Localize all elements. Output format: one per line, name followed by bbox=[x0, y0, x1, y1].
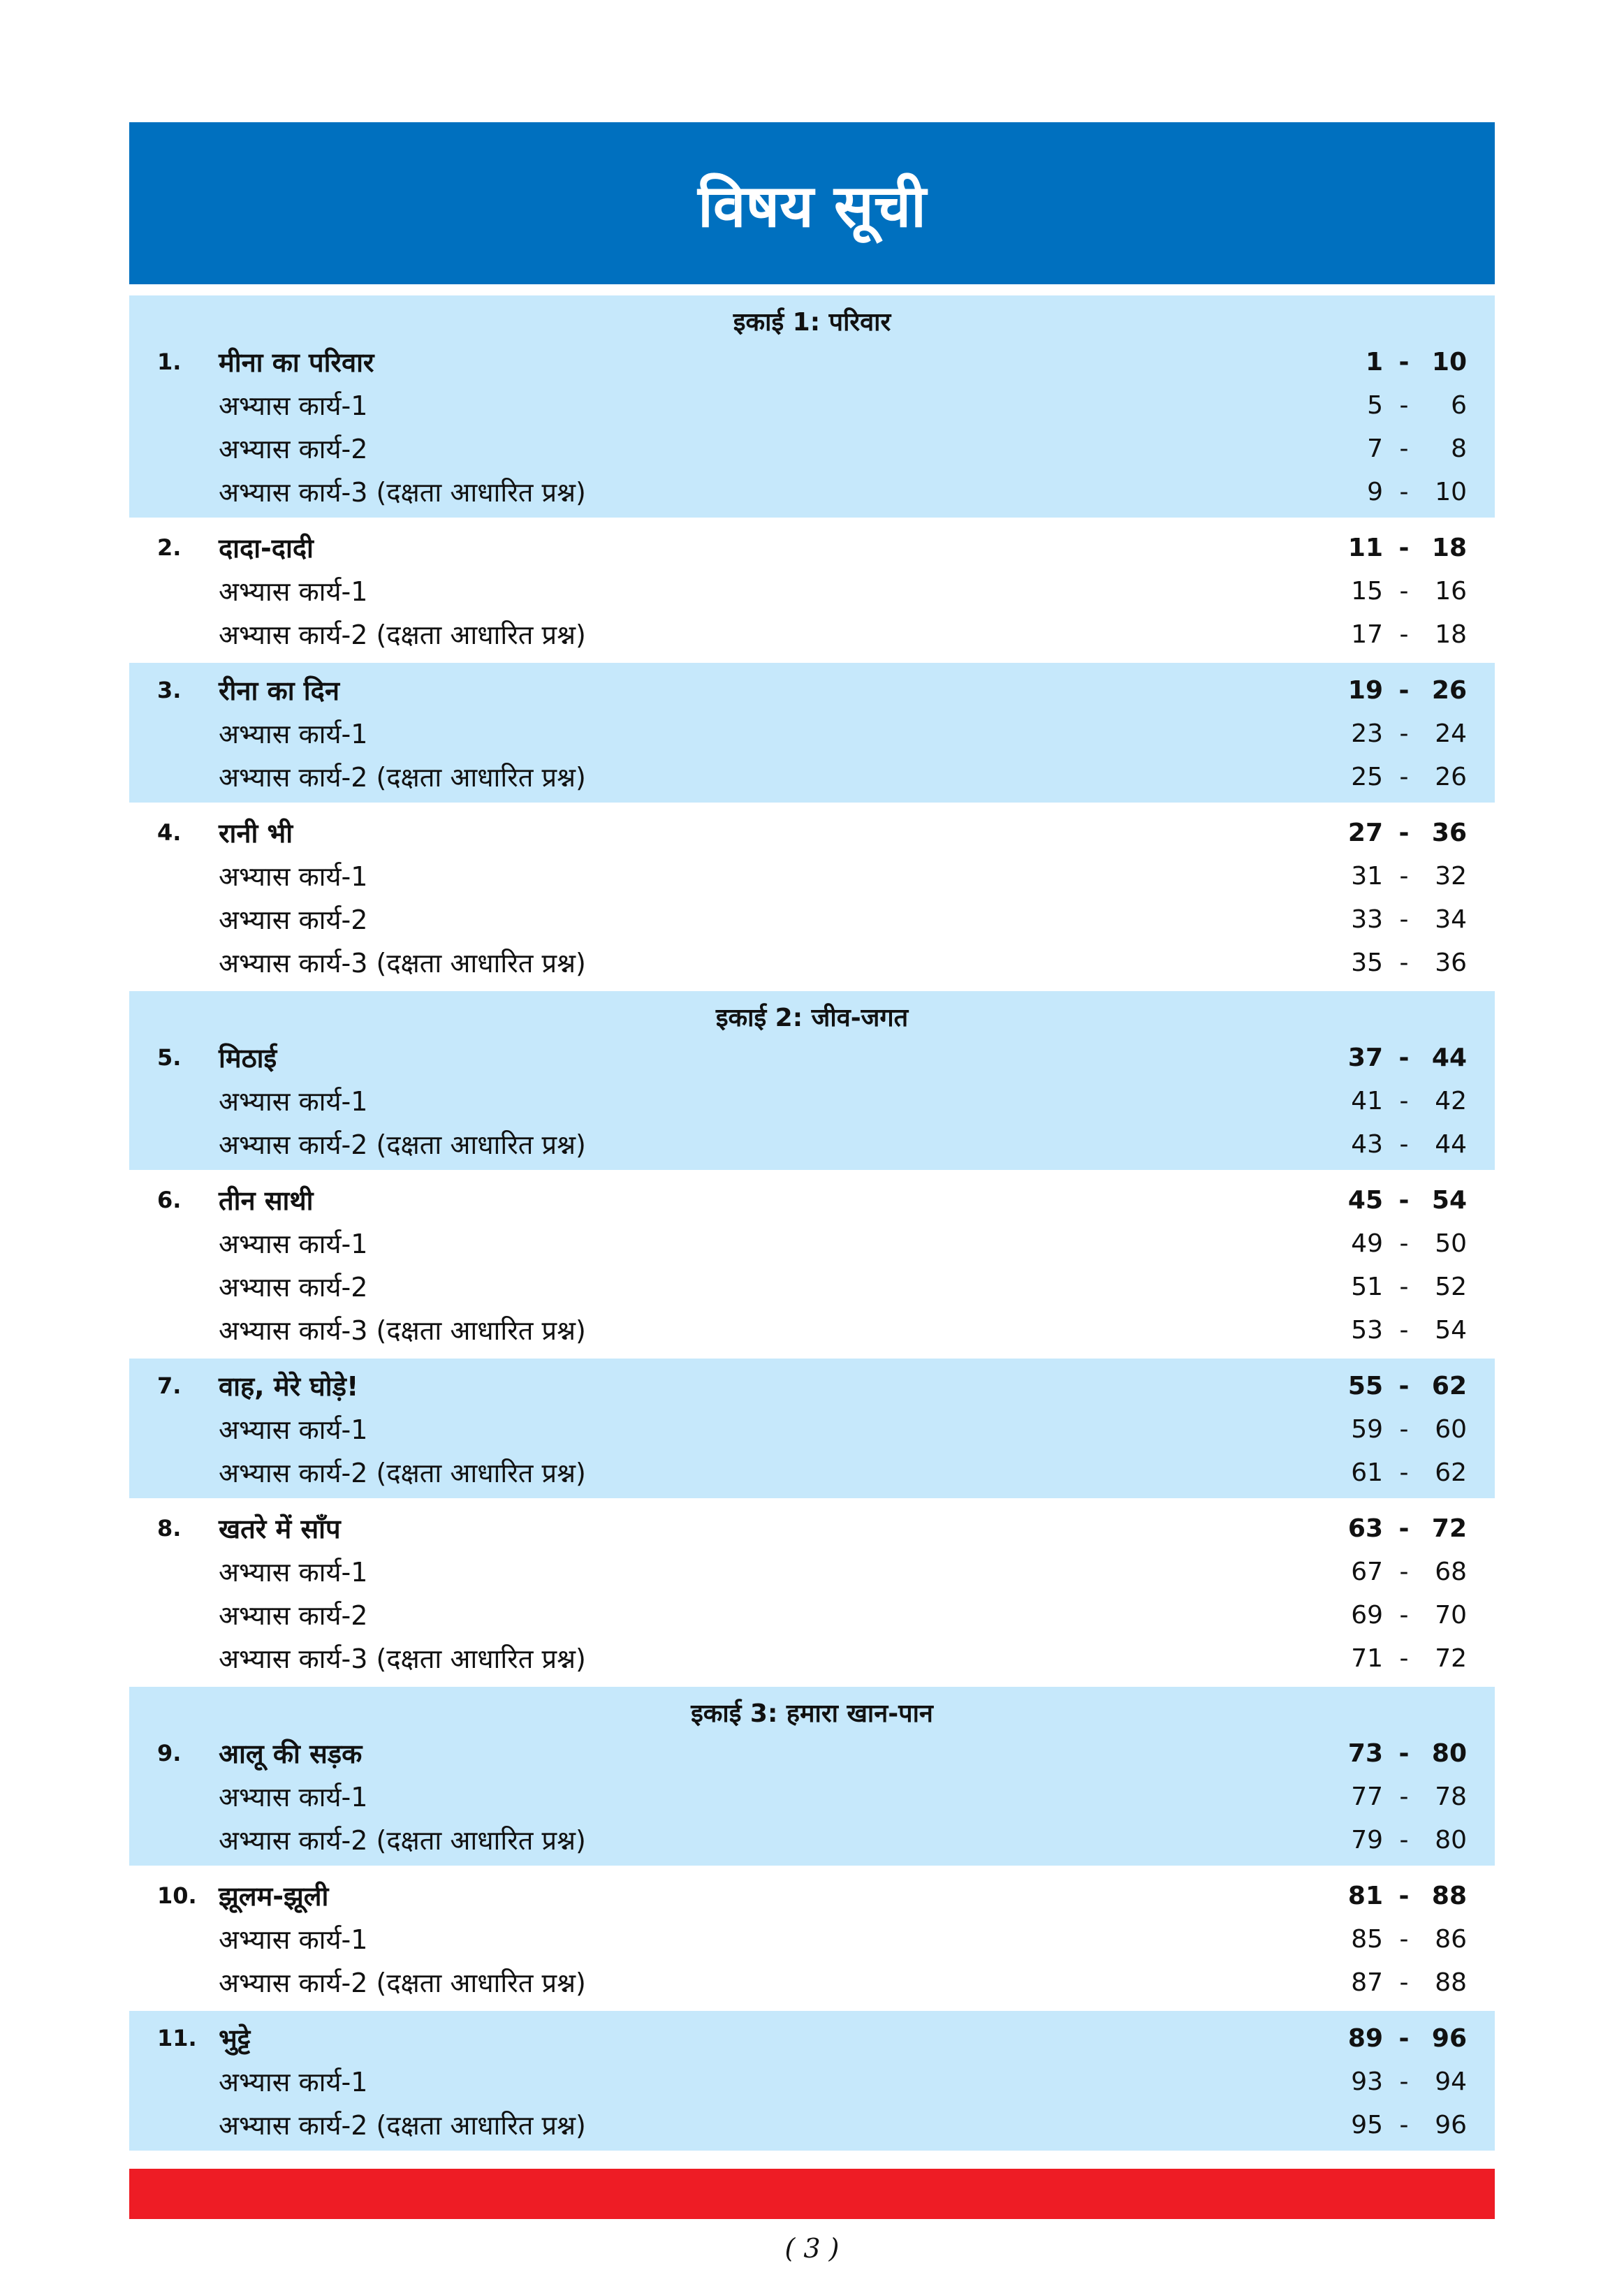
exercise-row bbox=[129, 383, 1495, 427]
lesson-row bbox=[129, 1732, 1495, 1775]
lesson-number: 3. bbox=[157, 677, 182, 703]
page-start: 93 bbox=[1351, 2067, 1383, 2096]
page-range-dash: - bbox=[1399, 477, 1409, 506]
page-range-dash: - bbox=[1399, 576, 1409, 606]
page-end: 78 bbox=[1435, 1782, 1467, 1811]
page-end: 94 bbox=[1435, 2067, 1467, 2096]
lesson-number: 7. bbox=[157, 1372, 182, 1399]
unit-heading: इकाई 3: हमारा खान-पान bbox=[691, 1699, 933, 1728]
page-end: 80 bbox=[1435, 1825, 1467, 1854]
page-range bbox=[1334, 1087, 1467, 1115]
unit-heading: इकाई 2: जीव-जगत bbox=[715, 1003, 909, 1032]
page-start: 81 bbox=[1347, 1881, 1383, 1910]
page-range-dash: - bbox=[1398, 1043, 1410, 1072]
exercise-row bbox=[129, 1775, 1495, 1818]
exercise-title: अभ्यास कार्य-3 (दक्षता आधारित प्रश्न) bbox=[219, 1644, 586, 1674]
page-end: 72 bbox=[1431, 1514, 1467, 1543]
page-start: 17 bbox=[1351, 620, 1383, 649]
toc-block bbox=[129, 295, 1495, 518]
page-start: 7 bbox=[1367, 434, 1383, 463]
page-range-dash: - bbox=[1399, 1968, 1409, 1997]
page-range bbox=[1334, 1372, 1467, 1400]
toc-block bbox=[129, 991, 1495, 1170]
footer-band bbox=[129, 2169, 1495, 2219]
page-range-dash: - bbox=[1399, 762, 1409, 791]
toc-block bbox=[129, 2011, 1495, 2151]
page-start: 59 bbox=[1351, 1414, 1383, 1444]
lesson-row bbox=[129, 811, 1495, 854]
page-start: 89 bbox=[1347, 2023, 1383, 2053]
page-range-dash: - bbox=[1399, 390, 1409, 420]
page-range-dash: - bbox=[1399, 620, 1409, 649]
page-end: 80 bbox=[1431, 1738, 1467, 1768]
page-range-dash: - bbox=[1398, 1185, 1410, 1215]
lesson-title: मिठाई bbox=[219, 1043, 277, 1074]
page-range bbox=[1334, 1826, 1467, 1854]
page-range-dash: - bbox=[1399, 1229, 1409, 1258]
lesson-title: झूलम-झूली bbox=[219, 1881, 329, 1912]
page-range-dash: - bbox=[1399, 2067, 1409, 2096]
page-start: 63 bbox=[1347, 1514, 1383, 1543]
lesson-number: 1. bbox=[157, 349, 182, 375]
lesson-title: भुट्टे bbox=[219, 2023, 251, 2054]
page-end: 18 bbox=[1431, 533, 1467, 562]
exercise-row bbox=[129, 427, 1495, 470]
page-range-dash: - bbox=[1399, 1086, 1409, 1115]
exercise-title: अभ्यास कार्य-1 bbox=[219, 576, 368, 607]
exercise-row bbox=[129, 2060, 1495, 2103]
page-range bbox=[1334, 478, 1467, 506]
page-end: 24 bbox=[1435, 719, 1467, 748]
page-range bbox=[1334, 620, 1467, 649]
exercise-title: अभ्यास कार्य-2 (दक्षता आधारित प्रश्न) bbox=[219, 1458, 586, 1488]
page-start: 19 bbox=[1347, 675, 1383, 705]
page-range bbox=[1334, 1601, 1467, 1630]
page-end: 26 bbox=[1435, 762, 1467, 791]
lesson-row bbox=[129, 2016, 1495, 2060]
exercise-title: अभ्यास कार्य-3 (दक्षता आधारित प्रश्न) bbox=[219, 948, 586, 979]
page-range bbox=[1334, 2067, 1467, 2096]
lesson-number: 4. bbox=[157, 819, 182, 846]
exercise-title: अभ्यास कार्य-1 bbox=[219, 1229, 368, 1259]
page-range-dash: - bbox=[1399, 719, 1409, 748]
lesson-row bbox=[129, 340, 1495, 383]
page-number: ( 3 ) bbox=[784, 2233, 840, 2264]
page-range bbox=[1334, 1514, 1467, 1543]
page-range bbox=[1334, 1739, 1467, 1768]
page-start: 69 bbox=[1351, 1600, 1383, 1630]
lesson-row bbox=[129, 1507, 1495, 1550]
page-end: 44 bbox=[1431, 1043, 1467, 1072]
page-end: 6 bbox=[1451, 390, 1467, 420]
page-title: विषय सूची bbox=[698, 171, 926, 240]
page-range-dash: - bbox=[1399, 1782, 1409, 1811]
toc-block bbox=[129, 1173, 1495, 1356]
toc-block bbox=[129, 805, 1495, 988]
lesson-row bbox=[129, 1364, 1495, 1407]
page-start: 15 bbox=[1351, 576, 1383, 606]
page-range bbox=[1334, 1316, 1467, 1345]
page-range-dash: - bbox=[1399, 1557, 1409, 1586]
page-end: 10 bbox=[1435, 477, 1467, 506]
page-range bbox=[1334, 1415, 1467, 1444]
exercise-row bbox=[129, 712, 1495, 755]
page-range-dash: - bbox=[1399, 1272, 1409, 1301]
page-range bbox=[1334, 1558, 1467, 1586]
lesson-title: रीना का दिन bbox=[219, 675, 339, 706]
exercise-row bbox=[129, 1265, 1495, 1308]
exercise-row bbox=[129, 1550, 1495, 1593]
page-start: 33 bbox=[1351, 905, 1383, 934]
exercise-title: अभ्यास कार्य-3 (दक्षता आधारित प्रश्न) bbox=[219, 477, 586, 508]
page-end: 62 bbox=[1431, 1371, 1467, 1400]
page-range bbox=[1334, 1186, 1467, 1215]
exercise-title: अभ्यास कार्य-2 bbox=[219, 1600, 368, 1631]
page-end: 62 bbox=[1435, 1458, 1467, 1487]
lesson-title: रानी भी bbox=[219, 818, 293, 849]
page-range-dash: - bbox=[1398, 2023, 1410, 2053]
page-range bbox=[1334, 2024, 1467, 2053]
exercise-row bbox=[129, 898, 1495, 941]
lesson-number: 9. bbox=[157, 1740, 182, 1766]
exercise-row bbox=[129, 1818, 1495, 1861]
page-start: 1 bbox=[1365, 347, 1383, 376]
page-range-dash: - bbox=[1399, 1129, 1409, 1159]
exercise-title: अभ्यास कार्य-2 (दक्षता आधारित प्रश्न) bbox=[219, 2110, 586, 2141]
exercise-row bbox=[129, 1122, 1495, 1166]
exercise-row bbox=[129, 755, 1495, 798]
page-start: 25 bbox=[1351, 762, 1383, 791]
page-end: 88 bbox=[1435, 1968, 1467, 1997]
page-end: 16 bbox=[1435, 576, 1467, 606]
page-start: 5 bbox=[1367, 390, 1383, 420]
exercise-title: अभ्यास कार्य-1 bbox=[219, 390, 368, 421]
page-range bbox=[1334, 391, 1467, 420]
page-range bbox=[1334, 719, 1467, 748]
page-range bbox=[1334, 534, 1467, 562]
page-range bbox=[1334, 1044, 1467, 1072]
page-end: 88 bbox=[1431, 1881, 1467, 1910]
table-of-contents bbox=[129, 295, 1495, 2151]
page-end: 70 bbox=[1435, 1600, 1467, 1630]
page-end: 36 bbox=[1435, 948, 1467, 977]
page-range bbox=[1334, 1229, 1467, 1258]
page-range-dash: - bbox=[1398, 533, 1410, 562]
exercise-title: अभ्यास कार्य-2 (दक्षता आधारित प्रश्न) bbox=[219, 1968, 586, 1998]
page-start: 79 bbox=[1351, 1825, 1383, 1854]
page-range bbox=[1334, 434, 1467, 463]
page-range-dash: - bbox=[1398, 1881, 1410, 1910]
unit-heading: इकाई 1: परिवार bbox=[733, 307, 891, 337]
toc-page bbox=[129, 122, 1495, 2264]
page-range-dash: - bbox=[1399, 1924, 1409, 1954]
exercise-row bbox=[129, 470, 1495, 513]
page-start: 37 bbox=[1347, 1043, 1383, 1072]
page-end: 26 bbox=[1431, 675, 1467, 705]
toc-block bbox=[129, 1359, 1495, 1498]
page-end: 52 bbox=[1435, 1272, 1467, 1301]
toc-block bbox=[129, 663, 1495, 803]
exercise-title: अभ्यास कार्य-1 bbox=[219, 1924, 368, 1955]
page-start: 95 bbox=[1351, 2110, 1383, 2139]
page-range-dash: - bbox=[1398, 1738, 1410, 1768]
page-end: 96 bbox=[1431, 2023, 1467, 2053]
page-start: 77 bbox=[1351, 1782, 1383, 1811]
page-start: 85 bbox=[1351, 1924, 1383, 1954]
page-end: 72 bbox=[1435, 1644, 1467, 1673]
page-range bbox=[1334, 1130, 1467, 1159]
page-start: 11 bbox=[1347, 533, 1383, 562]
exercise-row bbox=[129, 1451, 1495, 1494]
lesson-number: 6. bbox=[157, 1187, 182, 1213]
toc-block bbox=[129, 1501, 1495, 1684]
exercise-row bbox=[129, 1961, 1495, 2004]
page-range-dash: - bbox=[1399, 1414, 1409, 1444]
page-end: 36 bbox=[1431, 818, 1467, 847]
page-end: 34 bbox=[1435, 905, 1467, 934]
lesson-title: तीन साथी bbox=[219, 1185, 314, 1216]
page-end: 96 bbox=[1435, 2110, 1467, 2139]
exercise-row bbox=[129, 1637, 1495, 1680]
page-start: 35 bbox=[1351, 948, 1383, 977]
page-range bbox=[1334, 949, 1467, 977]
exercise-row bbox=[129, 613, 1495, 656]
page-range bbox=[1334, 1273, 1467, 1301]
page-range-dash: - bbox=[1399, 434, 1409, 463]
page-start: 55 bbox=[1347, 1371, 1383, 1400]
toc-block bbox=[129, 1868, 1495, 2008]
lesson-row bbox=[129, 668, 1495, 712]
lesson-row bbox=[129, 526, 1495, 569]
page-range-dash: - bbox=[1398, 1514, 1410, 1543]
exercise-row bbox=[129, 2103, 1495, 2146]
page-range-dash: - bbox=[1399, 905, 1409, 934]
lesson-row bbox=[129, 1178, 1495, 1222]
page-range bbox=[1334, 577, 1467, 606]
page-start: 67 bbox=[1351, 1557, 1383, 1586]
page-end: 68 bbox=[1435, 1557, 1467, 1586]
exercise-title: अभ्यास कार्य-1 bbox=[219, 1782, 368, 1813]
page-start: 23 bbox=[1351, 719, 1383, 748]
page-end: 60 bbox=[1435, 1414, 1467, 1444]
exercise-title: अभ्यास कार्य-2 (दक्षता आधारित प्रश्न) bbox=[219, 1825, 586, 1856]
exercise-row bbox=[129, 1593, 1495, 1637]
page-start: 51 bbox=[1351, 1272, 1383, 1301]
page-start: 45 bbox=[1347, 1185, 1383, 1215]
page-start: 61 bbox=[1351, 1458, 1383, 1487]
header-band bbox=[129, 122, 1495, 284]
lesson-number: 8. bbox=[157, 1515, 182, 1542]
page-start: 9 bbox=[1367, 477, 1383, 506]
page-end: 44 bbox=[1435, 1129, 1467, 1159]
page-end: 54 bbox=[1431, 1185, 1467, 1215]
exercise-row bbox=[129, 1222, 1495, 1265]
exercise-row bbox=[129, 1079, 1495, 1122]
page-range-dash: - bbox=[1399, 2110, 1409, 2139]
page-end: 18 bbox=[1435, 620, 1467, 649]
exercise-title: अभ्यास कार्य-2 bbox=[219, 1272, 368, 1303]
page-end: 54 bbox=[1435, 1315, 1467, 1345]
page-range bbox=[1334, 819, 1467, 847]
page-start: 27 bbox=[1347, 818, 1383, 847]
page-start: 41 bbox=[1351, 1086, 1383, 1115]
page-range bbox=[1334, 1882, 1467, 1910]
page-end: 50 bbox=[1435, 1229, 1467, 1258]
exercise-title: अभ्यास कार्य-1 bbox=[219, 861, 368, 892]
lesson-title: दादा-दादी bbox=[219, 533, 314, 564]
page-range bbox=[1334, 1925, 1467, 1954]
page-range-dash: - bbox=[1399, 1600, 1409, 1630]
page-start: 49 bbox=[1351, 1229, 1383, 1258]
page-start: 53 bbox=[1351, 1315, 1383, 1345]
toc-block bbox=[129, 1687, 1495, 1866]
exercise-title: अभ्यास कार्य-3 (दक्षता आधारित प्रश्न) bbox=[219, 1315, 586, 1346]
page-range bbox=[1334, 862, 1467, 891]
exercise-title: अभ्यास कार्य-1 bbox=[219, 2067, 368, 2098]
exercise-title: अभ्यास कार्य-2 (दक्षता आधारित प्रश्न) bbox=[219, 620, 586, 650]
page-range bbox=[1334, 1644, 1467, 1673]
page-range-dash: - bbox=[1399, 948, 1409, 977]
page-end: 32 bbox=[1435, 861, 1467, 891]
page-range-dash: - bbox=[1399, 1315, 1409, 1345]
page-range bbox=[1334, 1458, 1467, 1487]
exercise-title: अभ्यास कार्य-1 bbox=[219, 1086, 368, 1117]
lesson-title: वाह, मेरे घोड़े! bbox=[219, 1371, 359, 1402]
page-range-dash: - bbox=[1398, 675, 1410, 705]
page-range-dash: - bbox=[1398, 347, 1410, 376]
exercise-row bbox=[129, 854, 1495, 898]
exercise-title: अभ्यास कार्य-2 (दक्षता आधारित प्रश्न) bbox=[219, 762, 586, 793]
page-range bbox=[1334, 348, 1467, 376]
exercise-row bbox=[129, 941, 1495, 984]
page-range-dash: - bbox=[1399, 1644, 1409, 1673]
page-range bbox=[1334, 905, 1467, 934]
exercise-title: अभ्यास कार्य-2 bbox=[219, 434, 368, 464]
page-range bbox=[1334, 1782, 1467, 1811]
exercise-title: अभ्यास कार्य-1 bbox=[219, 1557, 368, 1588]
toc-block bbox=[129, 520, 1495, 660]
page-range-dash: - bbox=[1398, 1371, 1410, 1400]
page-start: 71 bbox=[1351, 1644, 1383, 1673]
page-range bbox=[1334, 763, 1467, 791]
exercise-title: अभ्यास कार्य-1 bbox=[219, 719, 368, 749]
exercise-title: अभ्यास कार्य-2 bbox=[219, 905, 368, 935]
page-range-dash: - bbox=[1399, 861, 1409, 891]
exercise-row bbox=[129, 1407, 1495, 1451]
lesson-title: आलू की सड़क bbox=[219, 1738, 363, 1769]
page-start: 31 bbox=[1351, 861, 1383, 891]
page-start: 43 bbox=[1351, 1129, 1383, 1159]
exercise-row bbox=[129, 1308, 1495, 1352]
exercise-row bbox=[129, 569, 1495, 613]
page-end: 86 bbox=[1435, 1924, 1467, 1954]
lesson-row bbox=[129, 1874, 1495, 1917]
page-range-dash: - bbox=[1398, 818, 1410, 847]
exercise-title: अभ्यास कार्य-2 (दक्षता आधारित प्रश्न) bbox=[219, 1129, 586, 1160]
page-range bbox=[1334, 2111, 1467, 2139]
page-start: 87 bbox=[1351, 1968, 1383, 1997]
exercise-title: अभ्यास कार्य-1 bbox=[219, 1414, 368, 1445]
page-range bbox=[1334, 1968, 1467, 1997]
page-range bbox=[1334, 676, 1467, 705]
page-start: 73 bbox=[1347, 1738, 1383, 1768]
page-end: 42 bbox=[1435, 1086, 1467, 1115]
lesson-title: मीना का परिवार bbox=[219, 347, 374, 378]
lesson-number: 2. bbox=[157, 534, 182, 561]
lesson-title: खतरे में साँप bbox=[219, 1514, 341, 1544]
exercise-row bbox=[129, 1917, 1495, 1961]
lesson-row bbox=[129, 1036, 1495, 1079]
page-end: 10 bbox=[1431, 347, 1467, 376]
page-range-dash: - bbox=[1399, 1825, 1409, 1854]
lesson-number: 5. bbox=[157, 1044, 182, 1071]
lesson-number: 11. bbox=[157, 2025, 197, 2051]
page-end: 8 bbox=[1451, 434, 1467, 463]
lesson-number: 10. bbox=[157, 1882, 197, 1909]
page-range-dash: - bbox=[1399, 1458, 1409, 1487]
